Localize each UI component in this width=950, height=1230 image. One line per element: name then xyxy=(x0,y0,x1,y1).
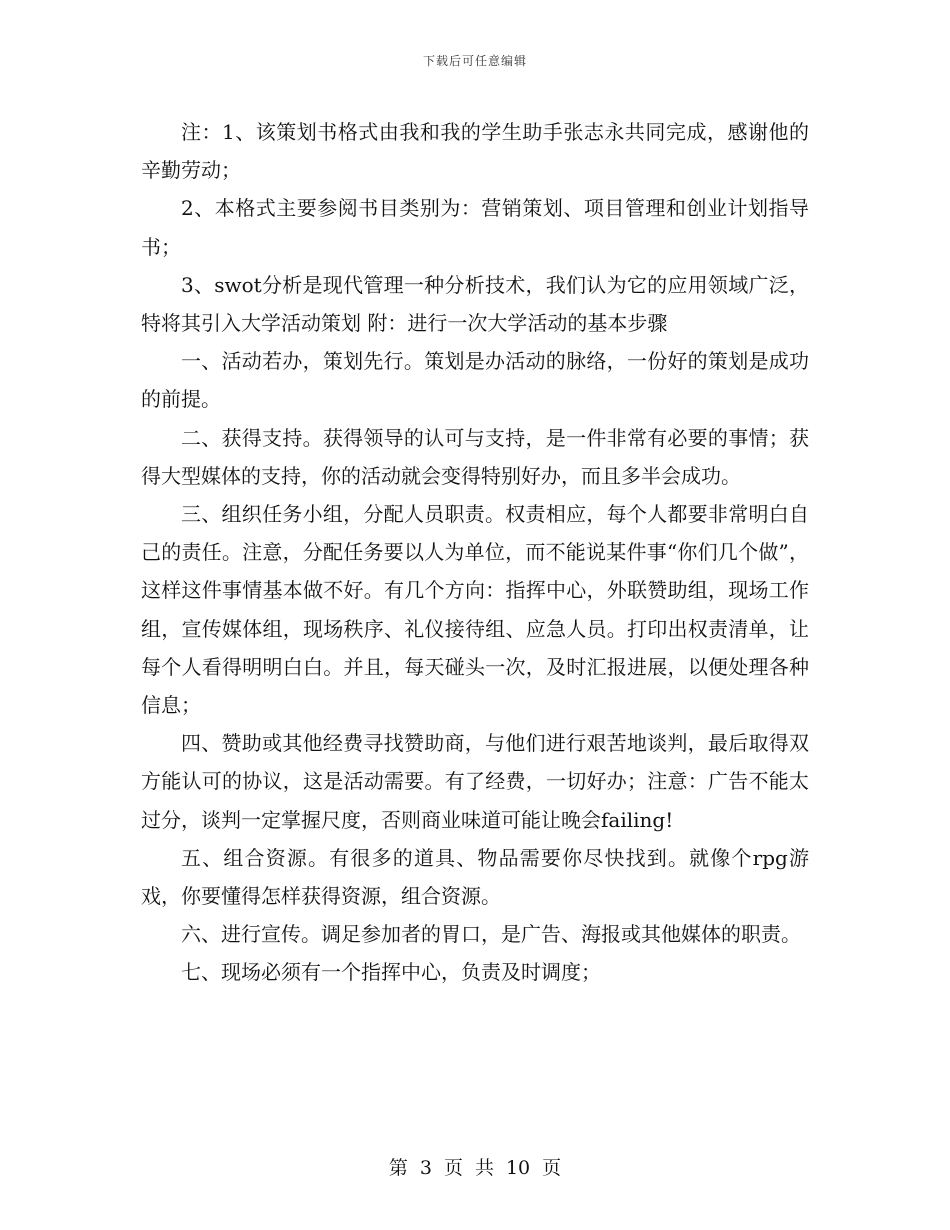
page-footer xyxy=(0,1153,950,1180)
paragraph-note-1: 注：1、该策划书格式由我和我的学生助手张志永共同完成，感谢他的辛勤劳动； xyxy=(141,120,809,183)
page-label-prefix: 第 xyxy=(388,1157,408,1179)
paragraph-step-4: 四、赞助或其他经费寻找赞助商，与他们进行艰苦地谈判，最后取得双方能认可的协议，这是活动需要。有了经费，一切好办；注意：广告不能太过分，谈判一定掌握尺度，否则商业味道可能让晚会failing! xyxy=(141,731,809,832)
paragraph-step-6: 六、进行宣传。调足参加者的胃口，是广告、海报或其他媒体的职责。 xyxy=(181,922,801,947)
paragraph-note-2: 2、本格式主要参阅书目类别为：营销策划、项目管理和创业计划指导书； xyxy=(141,196,809,259)
page-total-number: 10 xyxy=(505,1157,531,1179)
paragraph-step-2: 二、获得支持。获得领导的认可与支持，是一件非常有必要的事情；获得大型媒体的支持，你的活动就会变得特别好办，而且多半会成功。 xyxy=(141,425,809,488)
page-label-total-prefix: 共 xyxy=(474,1157,494,1179)
paragraph-step-5: 五、组合资源。有很多的道具、物品需要你尽快找到。就像个rpg游戏，你要懂得怎样获得资源，组合资源。 xyxy=(141,845,809,909)
document-body xyxy=(141,113,809,992)
page-header-note: 下载后可任意编辑 xyxy=(422,54,527,68)
page-label-suffix: 页 xyxy=(542,1157,562,1179)
page-current-number: 3 xyxy=(419,1157,432,1179)
paragraph-step-1: 一、活动若办，策划先行。策划是办活动的脉络，一份好的策划是成功的前提。 xyxy=(141,349,809,412)
paragraph-note-3: 3、swot分析是现代管理一种分析技术，我们认为它的应用领域广泛，特将其引入大学活动策划 附：进行一次大学活动的基本步骤 xyxy=(141,272,809,336)
paragraph-step-3: 三、组织任务小组，分配人员职责。权责相应，每个人都要非常明白自己的责任。注意，分配任务要以人为单位，而不能说某件事“你们几个做”，这样这件事情基本做不好。有几个方向：指挥中心，外联赞助组，现场工作组，宣传媒体组，现场秩序、礼仪接待组、应急人员。打印出权责清单，让每个人看得明明白白。并且，每天碰头一次，及时汇报进展，以便处理各种信息； xyxy=(141,502,809,718)
page-label-unit: 页 xyxy=(443,1157,463,1179)
paragraph-step-7: 七、现场必须有一个指挥中心，负责及时调度； xyxy=(181,960,601,985)
